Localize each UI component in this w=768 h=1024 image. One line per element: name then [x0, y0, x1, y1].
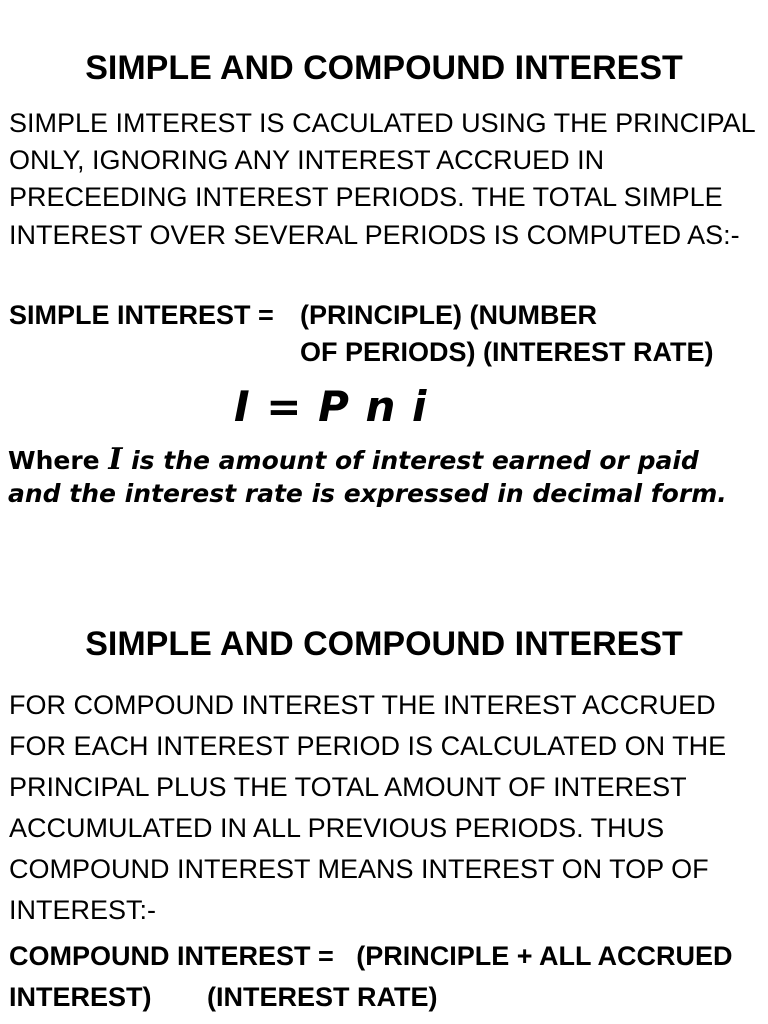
compound-interest-formula-line1: COMPOUND INTEREST = (PRINCIPLE + ALL ACCRUED: [9, 941, 733, 971]
compound-interest-description: FOR COMPOUND INTEREST THE INTEREST ACCRUED FOR EACH INTEREST PERIOD IS CALCULATED ON THE PRINCIPAL PLUS THE TOTAL AMOUNT OF INTEREST ACCUMULATED IN ALL PREVIOUS PERIODS. THUS COMPOUND INTEREST MEANS INTEREST ON TOP OF INTEREST:-: [9, 690, 727, 925]
slide-title: SIMPLE AND COMPOUND INTEREST: [85, 625, 683, 663]
compound-interest-formula-line2-right: (INTEREST RATE): [207, 982, 438, 1012]
simple-interest-equation: I = P n i: [234, 382, 428, 431]
compound-interest-formula-line2-left: INTEREST): [9, 982, 152, 1012]
slide-title: SIMPLE AND COMPOUND INTEREST: [85, 49, 683, 87]
simple-interest-formula-rhs-line1: (PRINCIPLE) (NUMBER: [300, 300, 597, 330]
equation-explanation: [8, 443, 760, 510]
simple-interest-formula-label: SIMPLE INTEREST =: [9, 300, 274, 330]
simple-interest-formula-rhs-line2: OF PERIODS) (INTEREST RATE): [300, 337, 714, 367]
interest-variable: I: [108, 442, 123, 477]
simple-interest-description: SIMPLE IMTEREST IS CACULATED USING THE PRINCIPAL ONLY, IGNORING ANY INTEREST ACCRUED IN PRECEEDING INTEREST PERIODS. THE TOTAL SIMPLE INTEREST OVER SEVERAL PERIODS IS COMPUTED AS:-: [9, 108, 755, 250]
where-word: Where: [8, 446, 100, 475]
explanation-text: is the amount of interest earned or paid and the interest rate is expressed in decimal form.: [8, 446, 727, 508]
